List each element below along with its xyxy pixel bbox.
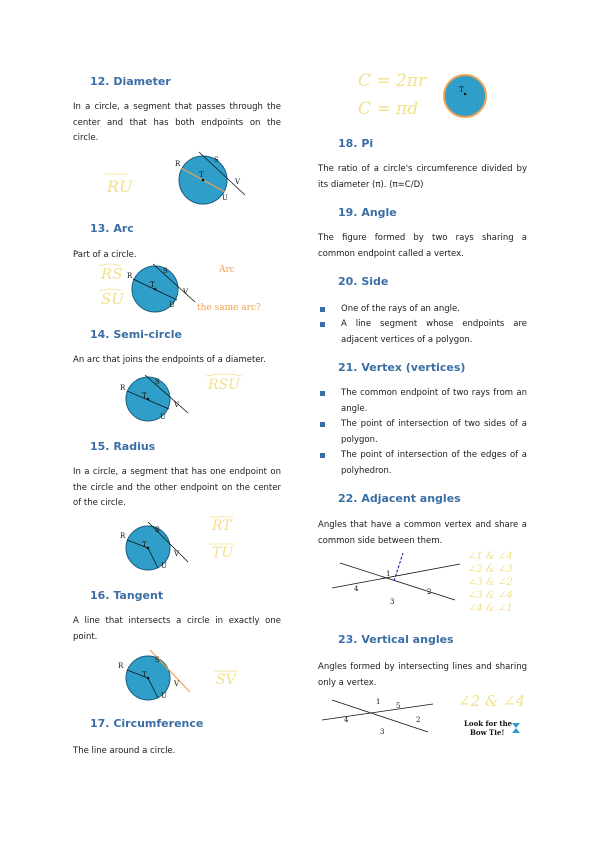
svg-text:S: S	[155, 526, 160, 534]
angle-text: The figure formed by two rays sharing a common endpoint called a vertex.	[318, 233, 527, 259]
svg-text:2: 2	[427, 588, 432, 596]
semicircle-figure	[110, 373, 260, 425]
bowtie-icon	[512, 723, 520, 733]
circumference-text: The line around a circle.	[73, 746, 176, 756]
circumference-formulas	[350, 68, 500, 123]
svg-text:T: T	[150, 281, 155, 289]
svg-text:TU: TU	[212, 545, 234, 561]
svg-text:V: V	[183, 288, 189, 296]
radius-heading: 15. Radius	[90, 440, 156, 453]
adjacent-angles-figure	[330, 548, 530, 618]
adjacent-angles-text: Angles that have a common vertex and share a common side between them.	[318, 520, 527, 546]
adjacent-angles-heading: 22. Adjacent angles	[338, 492, 461, 505]
svg-text:T: T	[199, 171, 204, 179]
svg-text:3: 3	[390, 598, 395, 606]
svg-text:U: U	[161, 562, 167, 570]
pi-text: The ratio of a circle's circumference divided by its diameter (π). (π=C/D)	[318, 164, 527, 190]
svg-text:S: S	[163, 267, 168, 275]
svg-text:RSU: RSU	[208, 377, 240, 393]
svg-text:U: U	[222, 194, 228, 202]
semicircle-heading: 14. Semi-circle	[90, 328, 182, 341]
svg-text:the same arc?: the same arc?	[197, 303, 261, 313]
tangent-heading: 16. Tangent	[90, 589, 164, 602]
svg-text:R: R	[175, 160, 181, 168]
vertex-heading: 21. Vertex (vertices)	[338, 361, 466, 374]
tangent-text: A line that intersects a circle in exactly one point.	[73, 616, 281, 642]
svg-text:R: R	[120, 532, 126, 540]
svg-text:Look for the: Look for the	[464, 719, 513, 728]
svg-text:4: 4	[354, 585, 359, 593]
svg-text:R: R	[120, 384, 126, 392]
svg-text:1: 1	[386, 570, 391, 578]
svg-text:5: 5	[396, 702, 401, 710]
svg-text:∠2 & ∠4: ∠2 & ∠4	[458, 692, 526, 710]
vertical-angles-heading: 23. Vertical angles	[338, 633, 454, 646]
svg-text:U: U	[169, 301, 175, 309]
arc-figure	[95, 262, 295, 317]
svg-text:Arc: Arc	[219, 265, 235, 275]
svg-text:4: 4	[344, 716, 349, 724]
side-item: One of the rays of an angle.	[320, 302, 527, 318]
arc-text: Part of a circle.	[73, 250, 137, 260]
formula-circumference-radius: C = 2πr	[358, 71, 427, 91]
svg-text:Bow Tie!: Bow Tie!	[470, 728, 505, 737]
svg-text:V: V	[174, 550, 180, 558]
side-heading: 20. Side	[338, 275, 389, 288]
vertex-item: The point of intersection of two sides of a polygon.	[320, 417, 527, 449]
svg-text:V: V	[174, 401, 180, 409]
svg-text:T: T	[459, 86, 464, 94]
arc-heading: 13. Arc	[90, 222, 134, 235]
svg-text:S: S	[155, 656, 160, 664]
svg-text:1: 1	[376, 698, 381, 706]
svg-text:RT: RT	[212, 518, 232, 534]
svg-text:T: T	[142, 541, 147, 549]
radius-text: In a circle, a segment that has one endpoint on the circle and the other endpoint on the center of the circle.	[73, 467, 281, 508]
svg-text:RS: RS	[101, 265, 123, 283]
diameter-figure	[95, 150, 285, 210]
svg-text:∠3 & ∠2: ∠3 & ∠2	[468, 577, 513, 588]
radius-figure	[110, 512, 270, 572]
svg-text:∠4 & ∠1: ∠4 & ∠1	[468, 603, 513, 614]
svg-text:T: T	[142, 392, 147, 400]
tangent-figure	[110, 648, 270, 703]
svg-text:T: T	[142, 671, 147, 679]
svg-text:∠2 & ∠3: ∠2 & ∠3	[468, 564, 513, 575]
svg-text:U: U	[161, 692, 167, 700]
svg-text:U: U	[160, 413, 166, 421]
svg-text:∠3 & ∠4: ∠3 & ∠4	[468, 590, 513, 601]
circumference-heading: 17. Circumference	[90, 717, 204, 730]
angle-heading: 19. Angle	[338, 206, 397, 219]
vertical-angles-figure	[318, 688, 533, 743]
vertex-item: The point of intersection of the edges of a polyhedron.	[320, 448, 527, 480]
side-item: A line segment whose endpoints are adjacent vertices of a polygon.	[320, 317, 527, 349]
svg-text:S: S	[214, 156, 219, 164]
diameter-text: In a circle, a segment that passes through the center and that has both endpoints on the circle.	[73, 102, 281, 143]
pi-heading: 18. Pi	[338, 137, 374, 150]
diameter-note: RU	[107, 177, 133, 196]
svg-text:3: 3	[380, 728, 385, 736]
svg-text:SV: SV	[216, 672, 236, 688]
svg-text:∠1 & ∠4: ∠1 & ∠4	[468, 551, 513, 562]
svg-text:2: 2	[416, 716, 421, 724]
diameter-heading: 12. Diameter	[90, 75, 171, 88]
formula-circumference-diameter: C = πd	[358, 99, 419, 119]
vertex-item: The common endpoint of two rays from an angle.	[320, 386, 527, 418]
svg-text:SU: SU	[101, 290, 124, 308]
semicircle-text: An arc that joins the endpoints of a diameter.	[73, 355, 266, 365]
svg-text:V: V	[235, 178, 241, 186]
svg-text:V: V	[174, 680, 180, 688]
svg-text:R: R	[127, 272, 133, 280]
svg-text:S: S	[155, 378, 160, 386]
vertical-angles-text: Angles formed by intersecting lines and sharing only a vertex.	[318, 662, 527, 688]
svg-text:R: R	[118, 662, 124, 670]
